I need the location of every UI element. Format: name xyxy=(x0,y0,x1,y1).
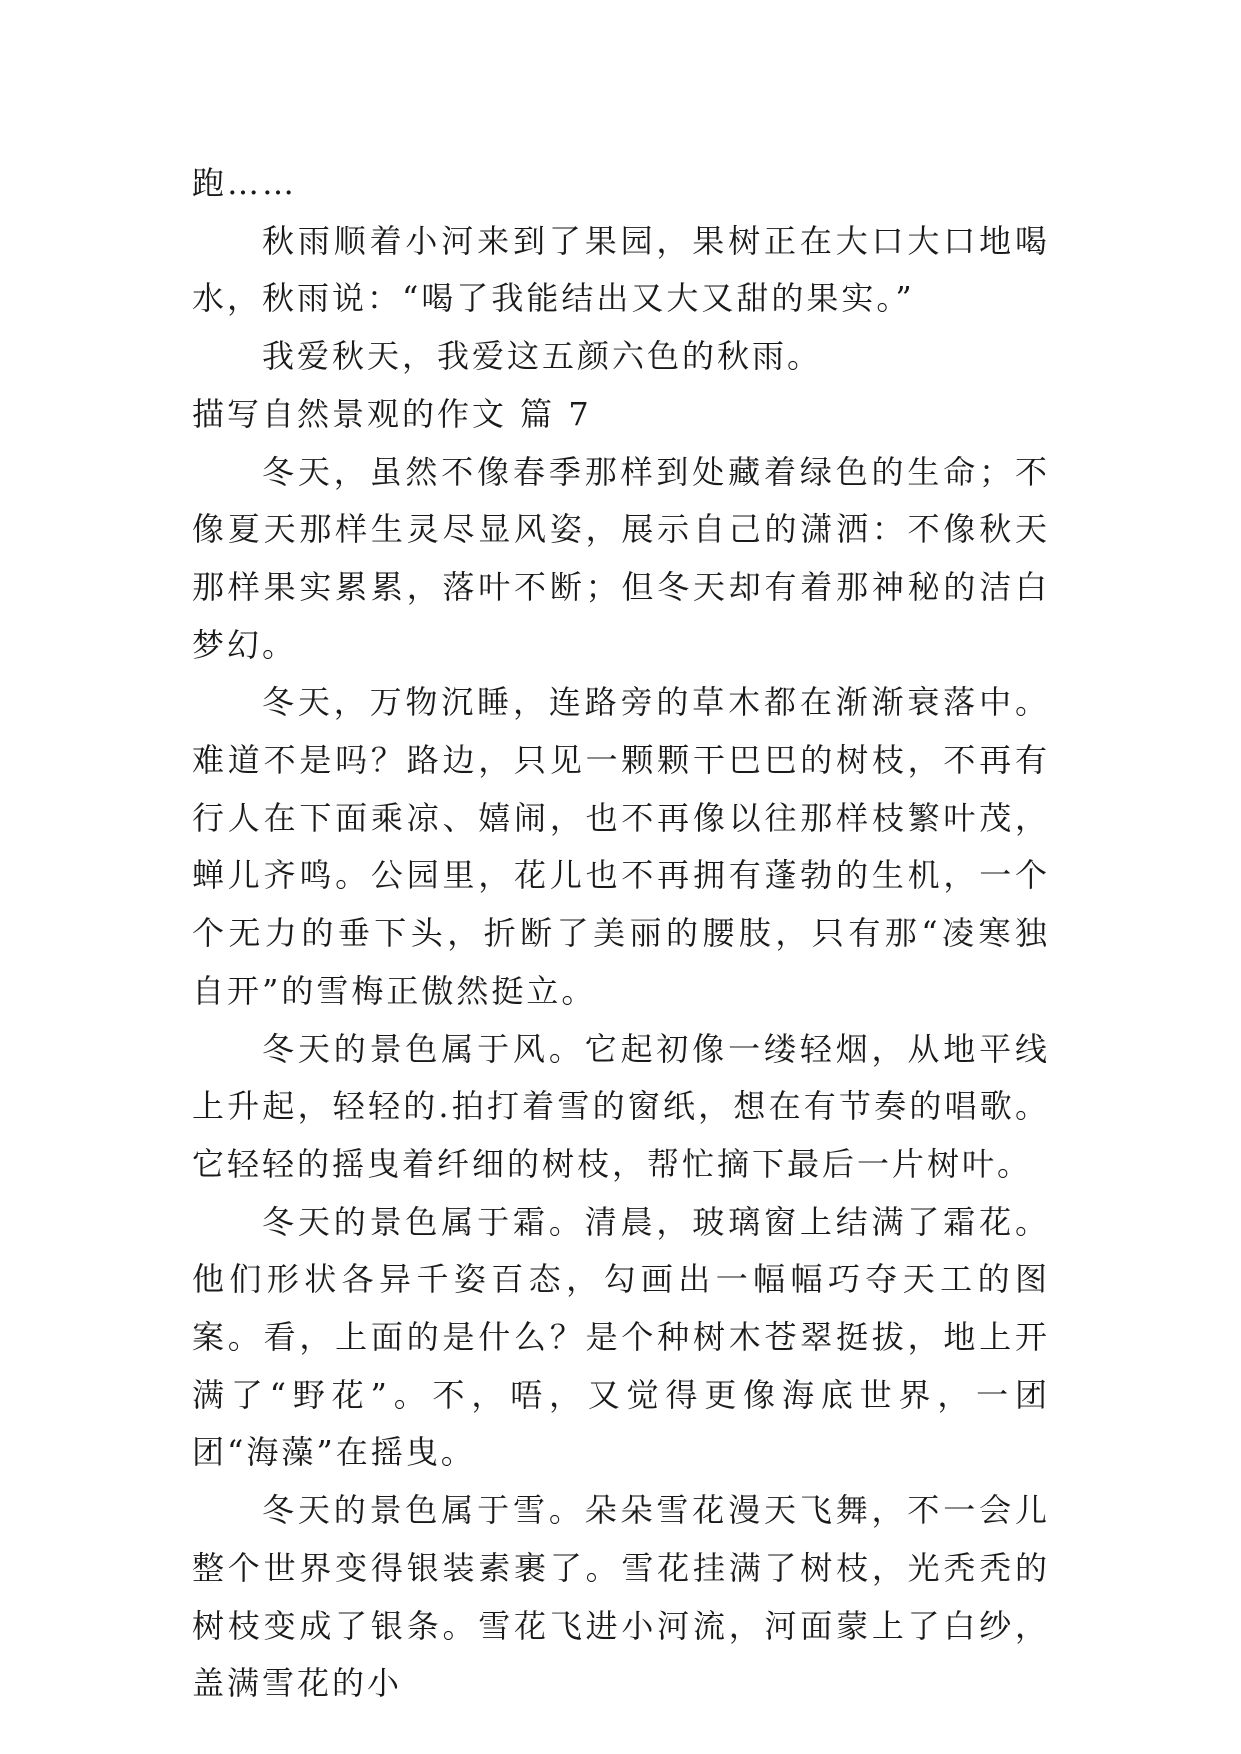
paragraph-winter-wind: 冬天的景色属于风。它起初像一缕轻烟，从地平线上升起，轻轻的.拍打着雪的窗纸，想在有节奏的唱歌。它轻轻的摇曳着纤细的树枝，帮忙摘下最后一片树叶。 xyxy=(192,1029,1050,1183)
paragraph-winter-intro: 冬天，虽然不像春季那样到处藏着绿色的生命；不像夏天那样生灵尽显风姿，展示自己的潇洒：不像秋天那样果实累累，落叶不断；但冬天却有着那神秘的洁白梦幻。 xyxy=(192,452,1050,664)
paragraph-winter-snow: 冬天的景色属于雪。朵朵雪花漫天飞舞，不一会儿整个世界变得银装素裹了。雪花挂满了树枝，光秃秃的树枝变成了银条。雪花飞进小河流，河面蒙上了白纱，盖满雪花的小 xyxy=(192,1491,1050,1703)
paragraph-winter-frost: 冬天的景色属于霜。清晨，玻璃窗上结满了霜花。他们形状各异千姿百态，勾画出一幅幅巧夺天工的图案。看，上面的是什么？是个种树木苍翠挺拔，地上开满了“野花”。不，唔，又觉得更像海底世界，一团团“海藻”在摇曳。 xyxy=(192,1202,1050,1472)
continuation-line: 跑…… xyxy=(192,164,298,202)
paragraph-winter-sleep: 冬天，万物沉睡，连路旁的草木都在渐渐衰落中。难道不是吗？路边，只见一颗颗干巴巴的树枝，不再有行人在下面乘凉、嬉闹，也不再像以往那样枝繁叶茂，蝉儿齐鸣。公园里，花儿也不再拥有蓬勃的生机，一个个无力的垂下头，折断了美丽的腰肢，只有那“凌寒独自开”的雪梅正傲然挺立。 xyxy=(192,683,1050,1010)
essay-body xyxy=(192,155,1050,1713)
section-heading: 描写自然景观的作文 篇 7 xyxy=(192,394,592,433)
paragraph-autumn-love: 我爱秋天，我爱这五颜六色的秋雨。 xyxy=(262,337,823,376)
paragraph-autumn-orchard: 秋雨顺着小河来到了果园，果树正在大口大口地喝水，秋雨说：“喝了我能结出又大又甜的果实。” xyxy=(192,221,1050,318)
